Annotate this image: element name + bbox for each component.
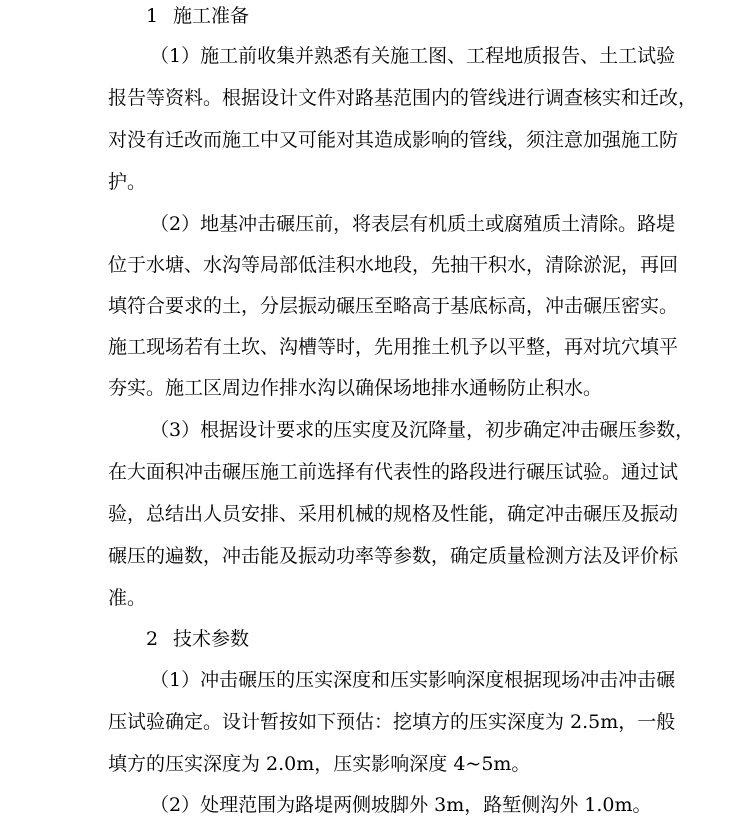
section-number: 1 bbox=[146, 5, 159, 27]
paragraph-line: 在大面积冲击碾压施工前选择有代表性的路段进行碾压试验。通过试 bbox=[108, 461, 679, 483]
section-number: 2 bbox=[146, 628, 159, 650]
paragraph-line: （1）冲击碾压的压实深度和压实影响深度根据现场冲击冲击碾 bbox=[150, 669, 676, 691]
section-title: 技术参数 bbox=[173, 628, 250, 650]
paragraph-line: （2）处理范围为路堤两侧坡脚外 3m，路堑侧沟外 1.0m。 bbox=[150, 794, 652, 816]
paragraph-line: （1）施工前收集并熟悉有关施工图、工程地质报告、土工试验 bbox=[150, 45, 676, 67]
paragraph-line: 验，总结出人员安排、采用机械的规格及性能，确定冲击碾压及振动 bbox=[108, 503, 679, 525]
paragraph-line: 对没有迁改而施工中又可能对其造成影响的管线，须注意加强施工防 bbox=[108, 129, 679, 151]
paragraph-line: 位于水塘、水沟等局部低洼积水地段，先抽干积水，清除淤泥，再回 bbox=[108, 254, 679, 276]
paragraph-line: （3）根据设计要求的压实度及沉降量，初步确定冲击碾压参数， bbox=[150, 419, 695, 441]
paragraph-line: 报告等资料。根据设计文件对路基范围内的管线进行调查核实和迁改， bbox=[108, 87, 698, 109]
paragraph-line: 护。 bbox=[108, 171, 147, 193]
section-heading bbox=[146, 4, 249, 28]
paragraph-line: 夯实。施工区周边作排水沟以确保场地排水通畅防止积水。 bbox=[108, 377, 603, 399]
paragraph-line: 施工现场若有土坎、沟槽等时，先用推土机予以平整，再对坑穴填平 bbox=[108, 336, 679, 358]
section-title: 施工准备 bbox=[173, 5, 250, 27]
paragraph-line: 碾压的遍数，冲击能及振动功率等参数，确定质量检测方法及评价标 bbox=[108, 545, 679, 567]
paragraph-line: 压试验确定。设计暂按如下预估：挖填方的压实深度为 2.5m，一般 bbox=[108, 711, 676, 733]
paragraph-line: （2）地基冲击碾压前，将表层有机质土或腐殖质土清除。路堤 bbox=[150, 213, 676, 235]
section-heading bbox=[146, 627, 249, 651]
paragraph-line: 填方的压实深度为 2.0m，压实影响深度 4~5m。 bbox=[108, 753, 531, 775]
paragraph-line: 准。 bbox=[108, 587, 147, 609]
paragraph-line: 填符合要求的土，分层振动碾压至略高于基底标高，冲击碾压密实。 bbox=[108, 295, 679, 317]
